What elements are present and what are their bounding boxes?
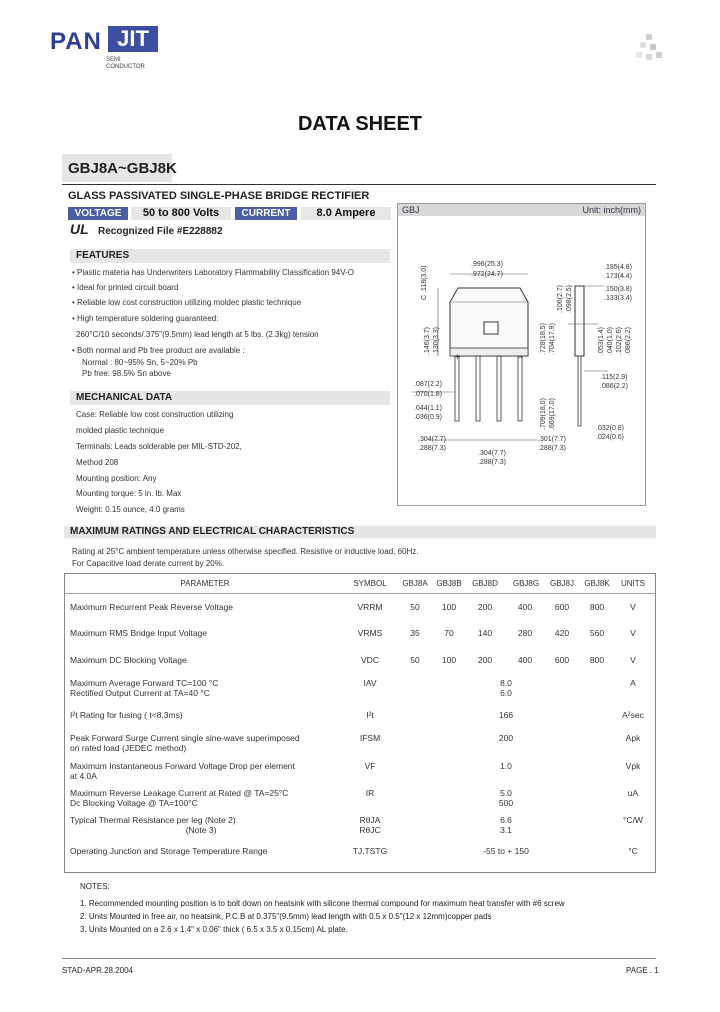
table-row-unit: A <box>630 678 636 688</box>
dim-label: .146(3.7) <box>424 326 431 355</box>
product-description: GLASS PASSIVATED SINGLE-PHASE BRIDGE RECTIFIER <box>68 190 370 202</box>
col-header-gbj8a: GBJ8A <box>402 579 428 588</box>
mech-item: Method 208 <box>76 458 119 467</box>
mechanical-heading: MECHANICAL DATA <box>70 391 390 405</box>
pin-sign: ~ <box>476 351 482 361</box>
current-value: 8.0 Ampere <box>301 207 391 220</box>
ratings-note: Rating at 25°C ambient temperature unless otherwise specified. Resistive or inductive load, 60Hz. <box>72 547 419 556</box>
mech-item: Case: Reliable low cost construction utilizing <box>76 410 234 419</box>
feature-item: • Reliable low cost construction utilizing moldec plastic technique <box>72 298 302 307</box>
dim-label: .087(2.2) <box>414 381 443 388</box>
dim-label: .709(18.0) <box>540 398 547 430</box>
dim-label: .728(18.5) <box>540 323 547 355</box>
table-row-value: 1.0 <box>500 761 512 771</box>
table-row-value: 6.6 3.1 <box>500 815 512 835</box>
table-row-value: 200 <box>477 602 493 612</box>
voltage-value: 50 to 800 Volts <box>131 207 231 220</box>
table-row-symbol: TJ,TSTG <box>352 846 388 856</box>
table-row-value: 35 <box>410 628 420 638</box>
unit-label: Unit: inch(mm) <box>582 205 641 215</box>
dim-label: C .118(3.0) <box>421 265 428 300</box>
col-header-gbj8b: GBJ8B <box>436 579 462 588</box>
table-row-value: 5.0 500 <box>498 788 514 808</box>
table-row-unit: Vpk <box>625 761 641 771</box>
table-row-value: 140 <box>477 628 493 638</box>
dim-label: .288(7.3) <box>478 459 507 466</box>
table-row-unit: Apk <box>625 733 641 743</box>
part-number: GBJ8A~GBJ8K <box>68 160 177 177</box>
table-row-symbol: VF <box>364 761 376 771</box>
col-header-parameter: PARAMETER <box>180 579 230 588</box>
table-row-parameter: Maximum RMS Bridge Input Voltage <box>70 628 208 638</box>
dim-label: .086(2.2) <box>625 326 632 355</box>
dim-label: .150(3.8) <box>604 286 633 293</box>
table-row-parameter: Maximum Reverse Leakage Current at Rated @ TA=25°C Dc Blocking Voltage @ TA=100°C <box>70 788 289 808</box>
voltage-label: VOLTAGE <box>68 207 128 220</box>
table-row-value: 166 <box>498 710 514 720</box>
table-row-symbol: VDC <box>361 655 379 665</box>
dim-label: .040(1.0) <box>607 326 614 355</box>
col-header-symbol: SYMBOL <box>353 579 387 588</box>
dim-label: .288(7.3) <box>538 445 567 452</box>
col-header-gbj8k: GBJ8K <box>584 579 610 588</box>
table-row-symbol: VRRM <box>357 602 383 612</box>
table-row-unit: V <box>630 628 636 638</box>
dim-label: .133(3.4) <box>604 295 633 302</box>
dim-label: .704(17.9) <box>549 323 556 355</box>
mech-item: Mounting position: Any <box>76 474 157 483</box>
dim-label: .972(24.7) <box>471 271 503 278</box>
table-row-value: 600 <box>554 655 570 665</box>
mech-item: Mounting torque: 5 in. lb. Max <box>76 489 182 498</box>
table-row-parameter: Maximum Instantaneous Forward Voltage Drop per element at 4.0A <box>70 761 295 781</box>
table-row-parameter: Operating Junction and Storage Temperature Range <box>70 846 268 856</box>
table-row-value: 50 <box>410 602 420 612</box>
table-row-value: 280 <box>517 628 533 638</box>
col-header-units: UNITS <box>621 579 645 588</box>
ul-icon: UL <box>70 221 89 237</box>
table-row-value: 200 <box>477 655 493 665</box>
table-row-value: 800 <box>589 602 605 612</box>
table-row-parameter: I²t Rating for fusing ( t<8.3ms) <box>70 710 183 720</box>
table-row-symbol: I²t <box>366 710 374 720</box>
table-row-symbol: RθJA RθJC <box>359 815 381 835</box>
table-row-value: 600 <box>554 602 570 612</box>
dim-label: .173(4.4) <box>604 273 633 280</box>
col-header-gbj8g: GBJ8G <box>512 579 540 588</box>
table-row-value: 400 <box>517 602 533 612</box>
table-row-parameter: Maximum Recurrent Peak Reverse Voltage <box>70 602 233 612</box>
dim-label: .044(1.1) <box>414 405 443 412</box>
note-item: 1. Recommended mounting position is to bolt down on heatsink with silicone thermal compound for maximum heat transfer with #6 screw <box>80 899 565 908</box>
feature-item: • High temperature soldering guaranteed: <box>72 314 219 323</box>
recognized-file: Recognized File #E228882 <box>98 226 223 237</box>
page-title: DATA SHEET <box>297 113 423 135</box>
header-divider <box>62 184 656 185</box>
feature-item: • Both normal and Pb free product are available : <box>72 346 245 355</box>
mech-item: Terminals: Leads solderable per MIL-STD-202, <box>76 442 242 451</box>
table-row-unit: °C <box>628 846 638 856</box>
dim-label: .996(25.3) <box>471 261 503 268</box>
table-row-parameter: Maximum DC Blocking Voltage <box>70 655 187 665</box>
col-header-gbj8j: GBJ8J <box>549 579 574 588</box>
ratings-heading: MAXIMUM RATINGS AND ELECTRICAL CHARACTERISTICS <box>64 526 656 538</box>
footer-date: STAD-APR.28.2004 <box>62 966 133 975</box>
table-row-parameter: Peak Forward Surge Current single sine-wave superimposed on rated load (JEDEC method) <box>70 733 300 753</box>
dim-label: .086(2.2) <box>600 383 629 390</box>
notes-heading: NOTES: <box>80 882 110 891</box>
mech-item: Weight: 0.15 ounce, 4.0 grams <box>76 505 185 514</box>
package-name: GBJ <box>402 205 420 215</box>
logo-sub-semi: SEMI <box>106 57 121 63</box>
table-row-value: 800 <box>589 655 605 665</box>
footer-divider <box>62 958 656 959</box>
ratings-note: For Capacitive load derate current by 20%. <box>72 559 225 568</box>
table-row-value: 100 <box>441 602 457 612</box>
dim-label: .115(2.9) <box>600 374 628 381</box>
table-row-symbol: IR <box>365 788 375 798</box>
current-label: CURRENT <box>235 207 297 220</box>
note-item: 2. Units Mounted in free air, no heatsink, P.C.B at 0.375"(9.5mm) lead length with 0.5 x 0.5"(12 x 12mm)copper pads <box>80 912 492 921</box>
col-header-gbj8d: GBJ8D <box>472 579 498 588</box>
table-header-divider <box>64 593 656 594</box>
table-row-value: 200 <box>498 733 514 743</box>
dim-label: .185(4.8) <box>604 264 633 271</box>
dim-label: .098(2.5) <box>566 284 573 313</box>
features-heading: FEATURES <box>70 249 390 263</box>
dim-label: .304(7.7) <box>478 450 507 457</box>
dim-label: .288(7.3) <box>418 445 447 452</box>
dim-label: .024(0.6) <box>596 434 625 441</box>
logo-sub-conductor: CONDUCTOR <box>106 64 145 70</box>
table-row-value: 50 <box>410 655 420 665</box>
dim-label: .032(0.8) <box>596 425 625 432</box>
dim-label: .102(2.6) <box>616 326 623 355</box>
dim-label: .304(7.7) <box>418 436 447 443</box>
table-row-value: 70 <box>444 628 454 638</box>
table-row-value: 8.0 6.0 <box>500 678 512 698</box>
pin-sign: − <box>518 352 524 362</box>
dim-label: .106(2.7) <box>557 284 564 313</box>
decorative-squares-icon <box>636 34 666 64</box>
table-row-symbol: VRMS <box>357 628 383 638</box>
mech-item: molded plastic technique <box>76 426 165 435</box>
dim-label: .130(3.3) <box>433 326 440 355</box>
note-item: 3. Units Mounted on a 2.6 x 1.4" x 0.06" thick ( 6.5 x 3.5 x 0.15cm) AL plate. <box>80 925 348 934</box>
table-row-unit: °C/W <box>623 815 643 825</box>
footer-page: PAGE . 1 <box>626 966 659 975</box>
table-row-unit: V <box>630 655 636 665</box>
feature-item: Pb free: 98.5% Sn above <box>82 369 171 378</box>
table-row-symbol: IFSM <box>359 733 381 743</box>
dim-label: .036(0.9) <box>414 414 443 421</box>
table-row-parameter: Typical Thermal Resistance per leg (Note 2) (Note 3) <box>70 815 236 835</box>
feature-item: • Plastic materia has Underwriters Laboratory Flammability Classification 94V-O <box>72 268 355 277</box>
dim-label: .301(7.7) <box>538 436 567 443</box>
feature-item: 260°C/10 seconds/.375"(9.5mm) lead length at 5 lbs. (2.3kg) tension <box>76 330 319 339</box>
dim-label: .669(17.0) <box>549 398 556 430</box>
logo-pan-text: PAN <box>50 28 102 55</box>
feature-item: • Ideal for printed circuit board <box>72 283 179 292</box>
package-header <box>398 204 645 216</box>
dim-label: .070(1.8) <box>414 391 443 398</box>
pin-sign: ~ <box>497 351 503 361</box>
table-row-unit: V <box>630 602 636 612</box>
table-row-value: 420 <box>554 628 570 638</box>
table-row-value: -55 to + 150 <box>483 846 529 856</box>
pin-sign: + <box>455 352 461 362</box>
table-row-value: 560 <box>589 628 605 638</box>
feature-item: Normal : 80~95% Sn, 5~20% Pb <box>82 358 198 367</box>
table-row-parameter: Maximum Average Forward TC=100 °C Rectified Output Current at TA=40 °C <box>70 678 219 698</box>
table-row-value: 100 <box>441 655 457 665</box>
table-row-value: 400 <box>517 655 533 665</box>
table-row-unit: A²sec <box>622 710 644 720</box>
logo-jit-text: JIT <box>108 26 158 52</box>
table-row-symbol: IAV <box>363 678 377 688</box>
dim-label: .053(1.4) <box>598 326 605 355</box>
table-row-unit: uA <box>627 788 639 798</box>
